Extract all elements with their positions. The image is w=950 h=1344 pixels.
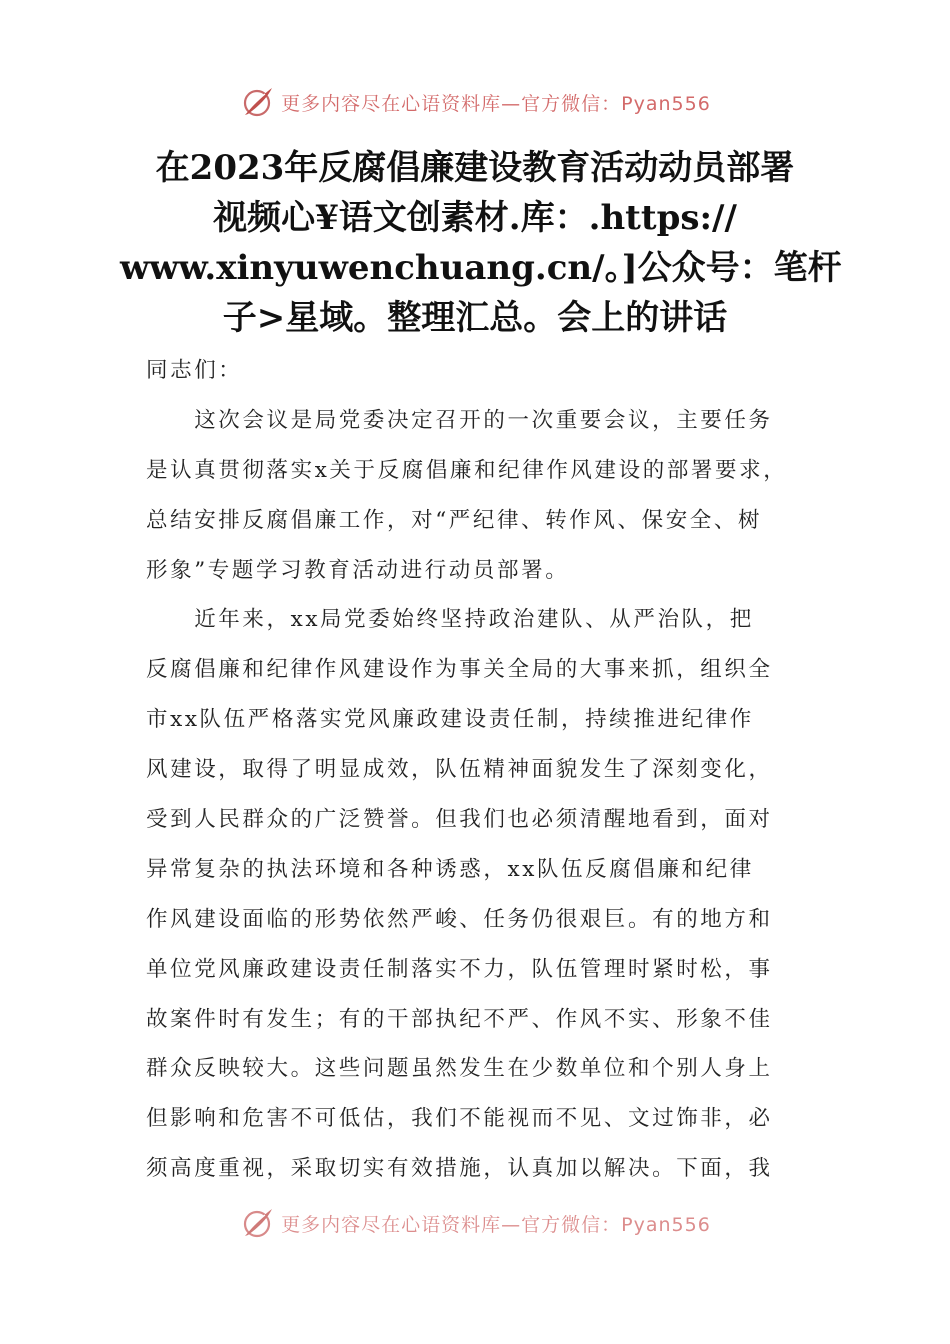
body-line: 形象”专题学习教育活动进行动员部署。 (146, 557, 570, 583)
body-line: 群众反映较大。这些问题虽然发生在少数单位和个别人身上 (146, 1056, 773, 1082)
body-line: 是认真贯彻落实x关于反腐倡廉和纪律作风建设的部署要求， (146, 457, 788, 483)
quill-logo-icon (239, 84, 275, 120)
body-line: 这次会议是局党委决定召开的一次重要会议，主要任务 (146, 407, 773, 433)
body-line: 近年来，xx局党委始终坚持政治建队、从严治队，把 (146, 607, 754, 633)
body-line: 受到人民群众的广泛赞誉。但我们也必须清醒地看到，面对 (146, 807, 773, 833)
body-line: 反腐倡廉和纪律作风建设作为事关全局的大事来抓，组织全 (146, 657, 773, 683)
body-line: 市xx队伍严格落实党风廉政建设责任制，持续推进纪律作 (146, 707, 754, 733)
document-body (146, 346, 816, 1194)
body-line: 但影响和危害不可低估，我们不能视而不见、文过饰非，必 (146, 1106, 773, 1132)
title-line: 在2023年反腐倡廉建设教育活动动员部署 (155, 148, 795, 188)
title-line: 子>星域。整理汇总。会上的讲话 (222, 298, 728, 338)
body-line: 同志们： (146, 358, 243, 383)
body-line: 单位党风廉政建设责任制落实不力，队伍管理时紧时松，事 (146, 956, 773, 982)
body-line: 作风建设面临的形势依然严峻、任务仍很艰巨。有的地方和 (146, 906, 773, 932)
quill-logo-icon (239, 1205, 275, 1241)
watermark-text: 更多内容尽在心语资料库—官方微信：Pyan556 (281, 92, 711, 115)
watermark-header (0, 82, 950, 122)
body-line: 风建设，取得了明显成效，队伍精神面貌发生了深刻变化， (146, 757, 773, 783)
body-line: 须高度重视，采取切实有效措施，认真加以解决。下面，我 (146, 1156, 773, 1182)
watermark-text: 更多内容尽在心语资料库—官方微信：Pyan556 (281, 1213, 711, 1236)
body-line: 故案件时有发生；有的干部执纪不严、作风不实、形象不佳 (146, 1006, 773, 1032)
document-title (120, 143, 842, 343)
body-line: 总结安排反腐倡廉工作，对“严纪律、转作风、保安全、树 (146, 507, 763, 533)
watermark-footer (0, 1203, 950, 1243)
body-line: 异常复杂的执法环境和各种诱惑，xx队伍反腐倡廉和纪律 (146, 856, 754, 882)
title-line: 视频心¥语文创素材.库：.https:// (213, 198, 737, 238)
title-line: www.xinyuwenchuang.cn/。]公众号：笔杆 (120, 248, 842, 288)
